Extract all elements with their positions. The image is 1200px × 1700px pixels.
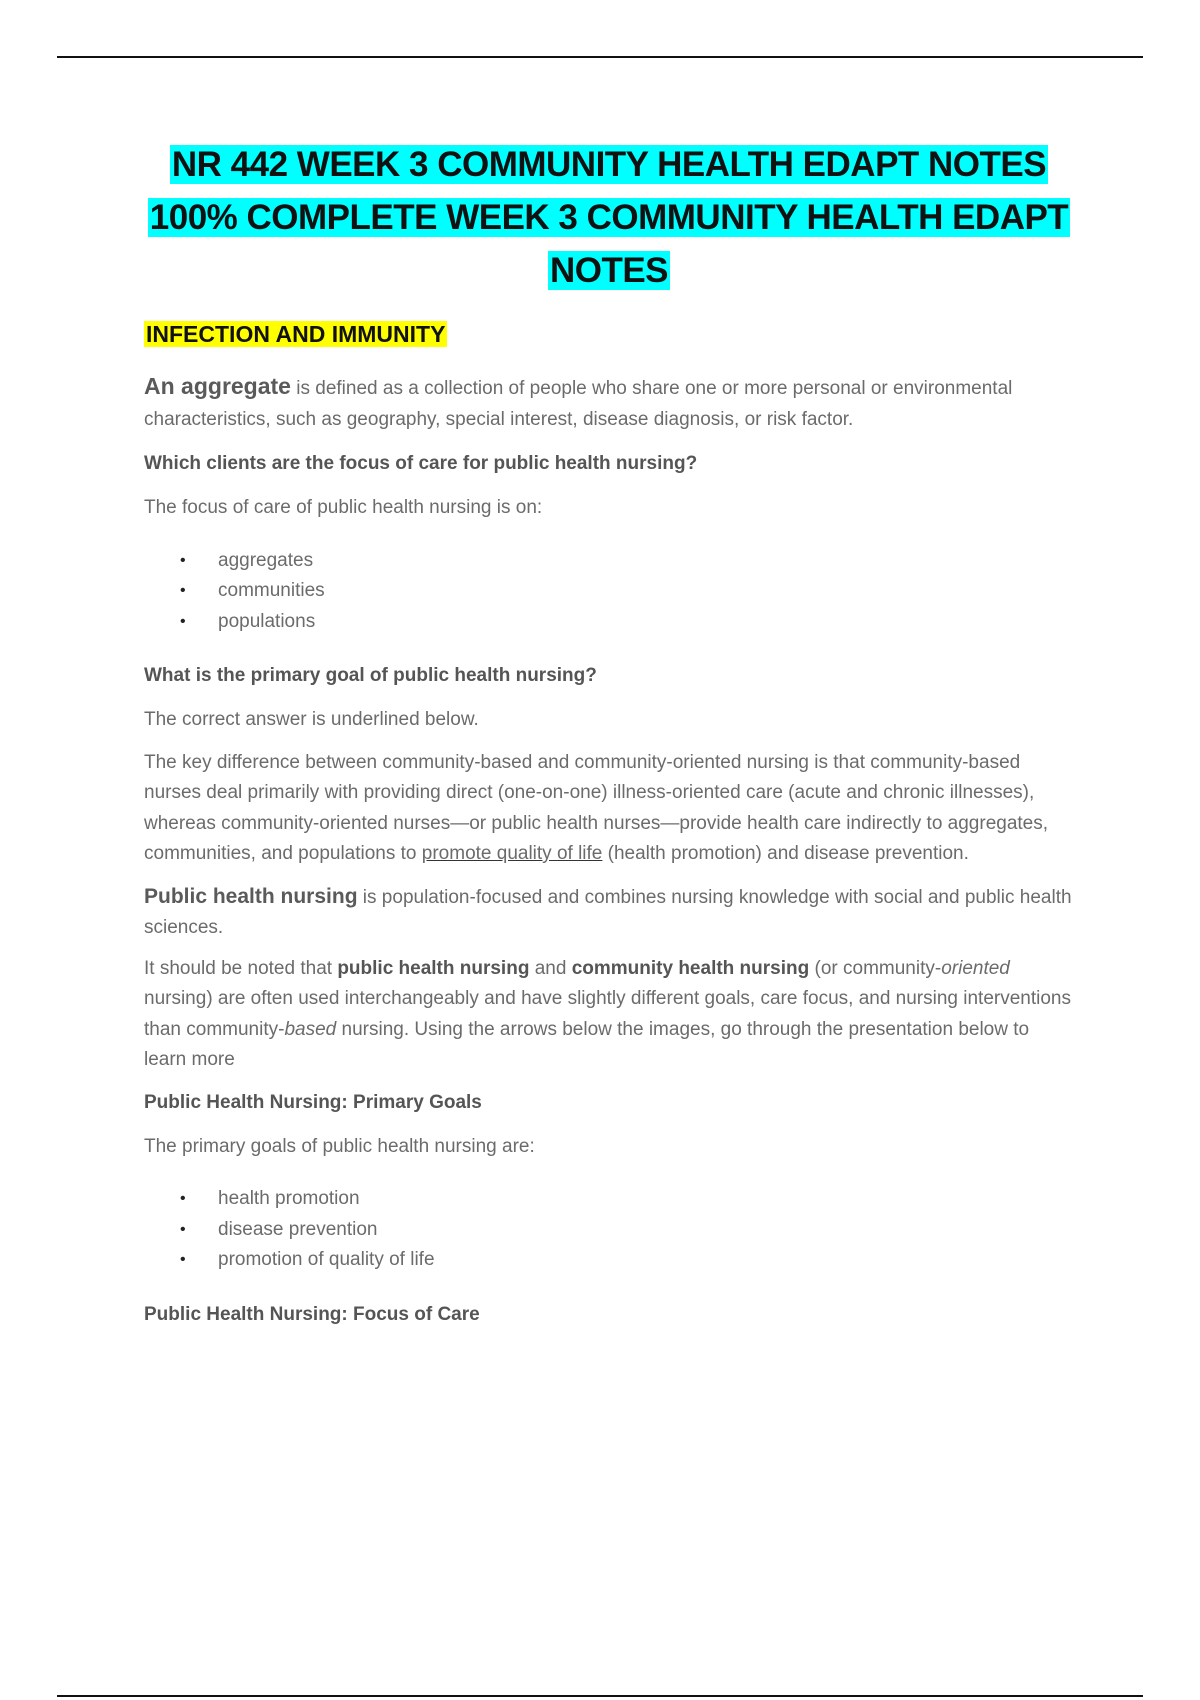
note-bold-term: community health nursing bbox=[571, 957, 810, 979]
list-item: • populations bbox=[180, 607, 1074, 638]
phn-paragraph bbox=[144, 882, 1074, 944]
note-text: (or community- bbox=[809, 957, 942, 979]
aggregate-definition: is defined as a collection of people who share one or more personal or environmental characteristics, such as geography, special interest, disease diagnosis, or risk factor. bbox=[144, 378, 1013, 430]
phn-term: Public health nursing bbox=[144, 884, 358, 908]
list-item: • promotion of quality of life bbox=[180, 1245, 1074, 1276]
note-italic-term: based bbox=[284, 1018, 337, 1040]
note-text: and bbox=[529, 957, 572, 979]
title-line-2: 100% COMPLETE WEEK 3 COMMUNITY HEALTH EDAPT bbox=[149, 198, 1069, 237]
goals-bullet-list bbox=[180, 1184, 1074, 1276]
question-focus-of-care: Which clients are the focus of care for public health nursing? bbox=[144, 453, 698, 474]
focus-of-care-heading: Public Health Nursing: Focus of Care bbox=[144, 1303, 480, 1325]
underlined-answer: promote quality of life bbox=[421, 843, 603, 864]
focus-intro: The focus of care of public health nursing is on: bbox=[144, 497, 543, 518]
top-rule bbox=[57, 56, 1143, 58]
list-item: • health promotion bbox=[180, 1184, 1074, 1215]
note-bold-term: public health nursing bbox=[337, 957, 530, 979]
key-difference-paragraph bbox=[144, 748, 1074, 870]
interchangeable-note-paragraph bbox=[144, 954, 1074, 1076]
note-text: nursing. Using the arrows below the images, go through the presentation below to learn more bbox=[144, 1018, 1030, 1070]
aggregate-term: An aggregate bbox=[144, 373, 291, 399]
title-line-1: NR 442 WEEK 3 COMMUNITY HEALTH EDAPT NOTES bbox=[171, 145, 1047, 184]
document-page bbox=[144, 138, 1074, 1330]
underline-note: The correct answer is underlined below. bbox=[144, 709, 479, 730]
bottom-rule bbox=[57, 1695, 1143, 1697]
note-italic-term: oriented bbox=[941, 957, 1010, 979]
key-difference-end: (health promotion) and disease prevention. bbox=[602, 843, 969, 864]
section-heading bbox=[144, 317, 1074, 351]
phn-definition: is population-focused and combines nursing knowledge with social and public health sciences. bbox=[144, 886, 1072, 938]
goals-intro: The primary goals of public health nursing are: bbox=[144, 1135, 535, 1157]
list-item: • communities bbox=[180, 576, 1074, 607]
note-text: nursing) are often used interchangeably and have slightly different goals, care focus, and nursing interventions than community- bbox=[144, 988, 1072, 1040]
key-difference-text: The key difference between community-based and community-oriented nursing is that community-based nurses deal primarily with providing direct (one-on-one) illness-oriented care (acute and chronic illnesses), whereas community-oriented nurses—or public health nurses—provide health care indirectly to aggregates, communities, and populations to bbox=[144, 751, 1049, 864]
list-item: • aggregates bbox=[180, 546, 1074, 577]
list-item: • disease prevention bbox=[180, 1215, 1074, 1246]
goals-heading: Public Health Nursing: Primary Goals bbox=[144, 1091, 482, 1113]
document-title bbox=[144, 138, 1074, 297]
aggregate-paragraph bbox=[144, 371, 1074, 435]
question-primary-goal: What is the primary goal of public health nursing? bbox=[144, 665, 597, 686]
note-text: It should be noted that bbox=[144, 957, 338, 979]
title-line-3: NOTES bbox=[549, 251, 669, 290]
focus-bullet-list bbox=[180, 546, 1074, 638]
section-heading-text: INFECTION AND IMMUNITY bbox=[146, 321, 446, 347]
